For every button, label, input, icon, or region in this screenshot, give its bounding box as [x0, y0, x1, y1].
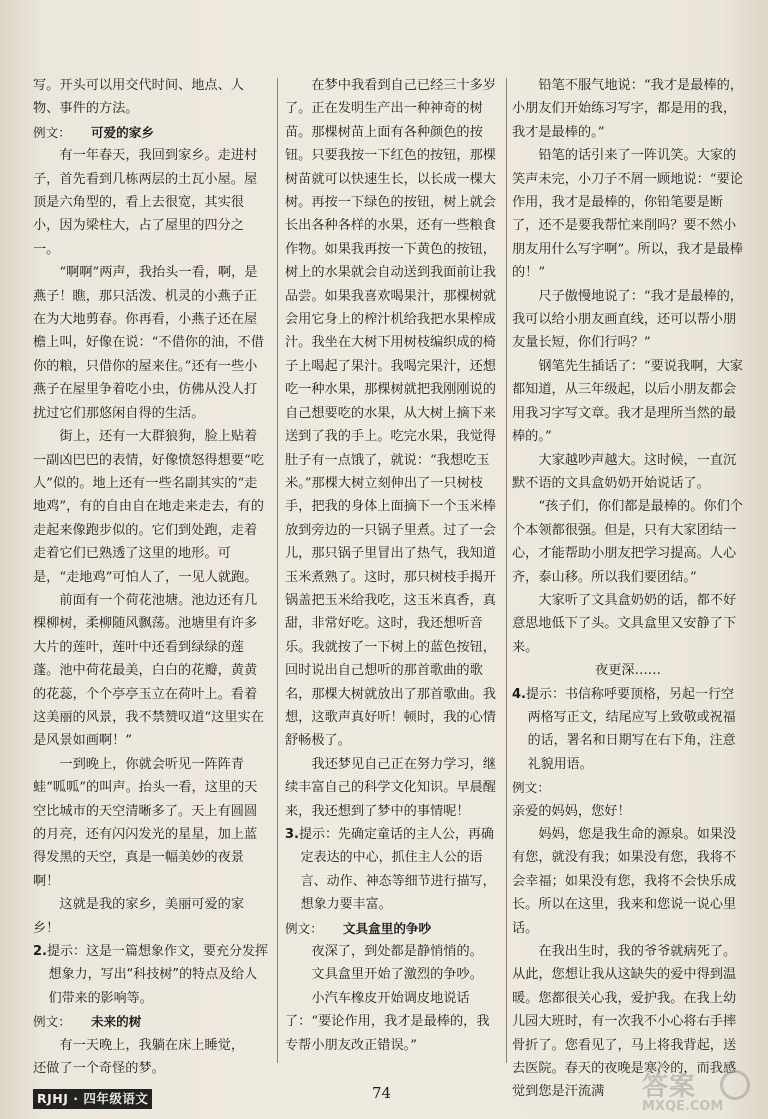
- watermark-logo: [642, 1066, 754, 1116]
- paragraph: 一到晚上，你就会听见一阵阵青蛙“呱呱”的叫声。抬头一看，这里的天空比城市的天空清晰多了。天上有圆圆的月亮，还有闪闪发光的星星，加上蓝得发黑的天空，真是一幅美妙的夜景啊！: [33, 756, 258, 889]
- tip-number: 2.: [33, 944, 47, 960]
- example-label: 例文：: [33, 1014, 71, 1030]
- tip-text: 提示：先确定童话的主人公，再确定表达的中心，抓住主人公的语言、动作、神态等细节进行描写，想象力要丰富。: [298, 827, 496, 913]
- tip-text: 提示：书信称呼要顶格，另起一行空两格写正文，结尾应写上致敬或祝福的话，署名和日期写在右下角，注意礼貌用语。: [525, 686, 736, 772]
- paragraph: “啊啊”两声，我抬头一看，啊，是燕子！瞧，那只活泼、机灵的小燕子正在为大地剪春。你再看，小燕子还在屋檐上叫，好像在说：“不借你的油，不借你的粮，只借你的屋来住。”还有一些小燕子在屋里争着吃小虫，仿佛从没人打扰过它们那悠闲自得的生活。: [33, 265, 264, 421]
- tip-item: [33, 940, 269, 1010]
- paragraph: 夜更深……: [595, 663, 661, 679]
- tip-item: [285, 823, 502, 917]
- watermark-ring-icon: [720, 1070, 750, 1100]
- tip-text: 提示：这是一篇想象作文，要充分发挥想象力，写出“科技树”的特点及给人们带来的影响等。: [46, 944, 268, 1006]
- paragraph: 尺子傲慢地说了：“我才是最棒的，我可以给小朋友画直线，还可以帮小朋友量长短，你们行吗？”: [512, 288, 743, 351]
- paragraph: 大家听了文具盒奶奶的话，都不好意思地低下了头。文具盒里又安静了下来。: [512, 592, 737, 655]
- column-1: [33, 74, 269, 1080]
- paragraph: “孩子们，你们都是最棒的。你们个个本领都很强。但是，只有大家团结一心，才能帮助小朋友把学习提高。人心齐，泰山移。所以我们要团结。”: [512, 499, 743, 585]
- paragraph: 在我出生时，我的爷爷就病死了。从此，您想让我从这缺失的爱中得到温暖。您都很关心我，爱护我。在我上幼儿园大班时，有一次我不小心将右手摔骨折了。您看见了，马上将我背起，送去医院。春天的夜晚是寒冷的，而我感觉到您是汗流满: [512, 944, 737, 1100]
- paragraph: 这就是我的家乡，美丽可爱的家乡！: [33, 897, 245, 936]
- column-divider: [277, 78, 278, 1063]
- example-label: 例文：: [33, 124, 71, 140]
- paragraph: 文具盒里开始了激烈的争吵。: [311, 967, 483, 983]
- paragraph: 有一天晚上，我躺在床上睡觉，: [59, 1037, 245, 1053]
- tip-number: 3.: [285, 827, 299, 842]
- page-number: 74: [372, 1084, 392, 1102]
- example-title: 文具盒里的争吵: [342, 920, 432, 936]
- paragraph: 小汽车橡皮开始调皮地说话了：“要论作用，我才是最棒的，我专帮小朋友改正错误。”: [285, 990, 490, 1053]
- footer-label: RJHJ · 四年级语文: [33, 1089, 152, 1109]
- paragraph: 大家越吵声越大。这时候，一直沉默不语的文具盒奶奶开始说话了。: [512, 452, 737, 491]
- example-heading: [285, 917, 502, 940]
- example-label: 例文：: [285, 920, 323, 936]
- column-3: [512, 74, 744, 1104]
- example-heading: [33, 121, 269, 144]
- paragraph: 有一年春天，我回到家乡。走进村子，首先看到几栋两层的土瓦小屋。屋顶是六角型的，看上去很宽，其实很小，因为梁柱大，占了屋里的四分之一。: [33, 148, 258, 257]
- paragraph: 铅笔不服气地说：“我才是最棒的，小朋友们开始练习写字，都是用的我，我才是最棒的。”: [512, 78, 743, 140]
- example-heading: [512, 776, 744, 799]
- paragraph: 夜深了，到处都是静悄悄的。: [311, 944, 483, 960]
- tip-item: [512, 683, 744, 777]
- paragraph: 街上，还有一大群狼狗，脸上贴着一副凶巴巴的表情，好像愤怒得想要“吃人”似的。地上还有一些名副其实的“走地鸡”，有的自由自在地走来走去，有的走起来像跑步似的。它们到处跑，走着走着它们已熟透了这里的地形。可是，“走地鸡”可怕人了，一见人就跑。: [33, 429, 264, 585]
- paragraph: 钢笔先生插话了：“要说我啊，大家都知道，从三年级起，以后小朋友都会用我习字写文章。我才是理所当然的最棒的。”: [512, 358, 743, 445]
- paragraph: 写。开头可以用交代时间、地点、人物、事件的方法。: [33, 78, 244, 117]
- paragraph: 还做了一个奇怪的梦。: [33, 1061, 165, 1077]
- column-divider: [506, 78, 507, 1063]
- paragraph: 妈妈，您是我生命的源泉。如果没有您，就没有我；如果没有您，我将不会幸福；如果没有您，我将不会快乐成长。所以在这里，我来和您说一说心里话。: [512, 827, 737, 936]
- watermark-url: MXQE.COM: [642, 1099, 724, 1114]
- tip-number: 4.: [512, 686, 526, 702]
- paragraph: 我还梦见自己正在努力学习，继续丰富自己的科学文化知识。早晨醒来，我还想到了梦中的事情呢！: [285, 756, 497, 819]
- example-title: 可爱的家乡: [90, 124, 154, 140]
- example-heading: [33, 1010, 269, 1033]
- example-label: 例文：: [512, 780, 550, 796]
- watermark-text: 答案: [642, 1072, 697, 1102]
- paragraph: 铅笔的话引来了一阵讥笑。大家的笑声未完，小刀子不屑一顾地说：“要论作用，我才是最棒的，你铅笔要是断了，还不是要我帮忙来削吗？要不然小朋友用什么写字啊”。所以，我才是最棒的！”: [512, 148, 743, 281]
- paragraph: 前面有一个荷花池塘。池边还有几棵柳树，柔柳随风飘荡。池塘里有许多大片的莲叶，莲叶中还看到绿绿的莲蓬。池中荷花最美，白白的花瓣，黄黄的花蕊，个个亭亭玉立在荷叶上。看着这美丽的风景，我不禁赞叹道“这里实在是风景如画啊！”: [33, 592, 264, 749]
- example-title: 未来的树: [90, 1014, 142, 1030]
- paragraph: 在梦中我看到自己已经三十多岁了。正在发明生产出一种神奇的树苗。那棵树苗上面有各种颜色的按钮。只要我按一下红色的按钮，那棵树苗就可以快速生长，以长成一棵大树。再按一下绿色的按钮，树上就会长出各种各样的水果，还有一些粮食作物。如果我再按一下黄色的按钮，树上的水果就会自动送到我面前让我品尝。如果我喜欢喝果汁，那棵树就会用它身上的榨汁机给我把水果榨成汁。我坐在大树下用树枝编织成的椅子上喝起了果汁。我喝完果汁，还想吃一种水果，那棵树就把我刚刚说的自己想要吃的水果，从大树上摘下来送到了我的手上。吃完水果，我觉得肚子有一点饿了，就说：“我想吃玉米。”那棵大树立刻伸出了一只树枝手，把我的身体上面摘下一个玉米棒放到旁边的一只锅子里煮。过了一会儿，那只锅子里冒出了热气，我知道玉米煮熟了。这时，那只树枝手揭开锅盖把玉米给我吃，这玉米真香，真甜，非常好吃。这时，我还想听音乐。我就按了一下树上的蓝色按钮，回时说出自己想听的那首歌曲的歌名，那棵大树就放出了那首歌曲。我想，这歌声真好听！顿时，我的心情舒畅极了。: [285, 78, 497, 749]
- column-2: [285, 74, 502, 1057]
- letter-salutation: 亲爱的妈妈，您好！: [512, 803, 631, 819]
